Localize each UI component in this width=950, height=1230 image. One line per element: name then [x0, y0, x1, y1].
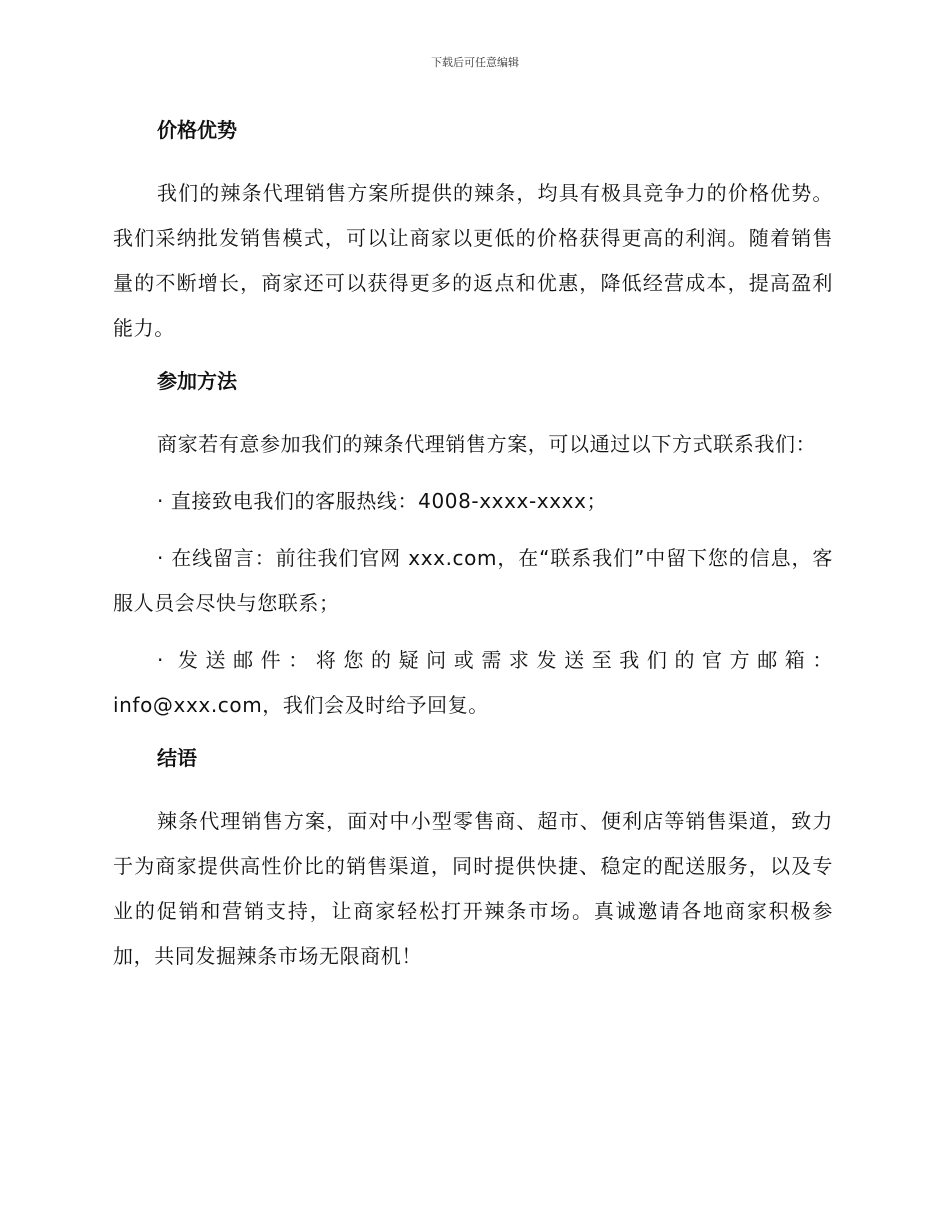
paragraph-price-advantage: 我们的辣条代理销售方案所提供的辣条，均具有极具竞争力的价格优势。我们采纳批发销售模式，可以让商家以更低的价格获得更高的利润。随着销售量的不断增长，商家还可以获得更多的返点和优惠，降低经营成本，提高盈利能力。	[113, 181, 833, 340]
list-item-hotline: · 直接致电我们的客服热线：4008-xxxx-xxxx；	[157, 489, 608, 513]
list-item-online-message: · 在线留言：前往我们官网 xxx.com，在“联系我们”中留下您的信息，客服人员会尽快与您联系；	[113, 546, 833, 615]
section-heading-price-advantage: 价格优势	[157, 118, 237, 142]
section-heading-conclusion: 结语	[157, 746, 197, 770]
paragraph-conclusion: 辣条代理销售方案，面对中小型零售商、超市、便利店等销售渠道，致力于为商家提供高性价比的销售渠道，同时提供快捷、稳定的配送服务，以及专业的促销和营销支持，让商家轻松打开辣条市场。真诚邀请各地商家积极参加，共同发掘辣条市场无限商机！	[113, 809, 833, 968]
paragraph-how-to-join-intro: 商家若有意参加我们的辣条代理销售方案，可以通过以下方式联系我们：	[157, 432, 817, 456]
document-body	[113, 112, 833, 979]
section-heading-how-to-join: 参加方法	[157, 369, 237, 393]
header-note: 下载后可任意编辑	[431, 56, 519, 69]
list-item-email: · 发送邮件：将您的疑问或需求发送至我们的官方邮箱：info@xxx.com，我们会及时给予回复。	[113, 648, 833, 717]
